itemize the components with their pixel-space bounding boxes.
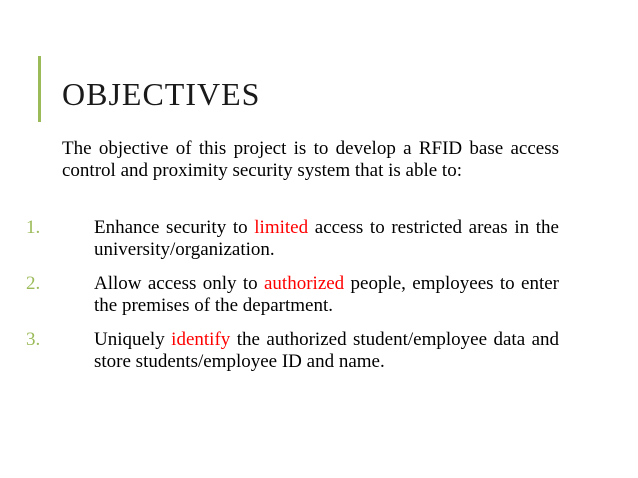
objectives-list [26,217,559,385]
objective-text-after: access to restricted areas in the university/organization. [94,217,559,260]
objective-text-after: the authorized student/employee data and store students/employee ID and name. [94,329,560,372]
objective-highlight: identify [171,329,231,350]
objective-item-3 [26,329,559,373]
objective-number: 1. [26,217,41,238]
objective-text-after: people, employees to enter the premises of the department. [94,273,559,316]
objective-item-2 [26,273,559,317]
objective-text-before: Enhance security to [94,217,255,238]
objective-item-1 [26,217,559,261]
objective-text-before: Allow access only to [94,273,264,294]
title-accent-bar [38,56,41,122]
objective-text [94,217,559,261]
intro-paragraph: The objective of this project is to develop a RFID base access control and proximity security system that is able to: [62,138,559,181]
objective-number: 3. [26,329,41,350]
objective-text [94,273,559,317]
slide-title: OBJECTIVES [62,76,261,112]
objective-number: 2. [26,273,41,294]
objective-text [94,329,559,373]
objective-highlight: authorized [264,273,345,294]
objective-highlight: limited [254,217,309,238]
objective-text-before: Uniquely [94,329,172,350]
